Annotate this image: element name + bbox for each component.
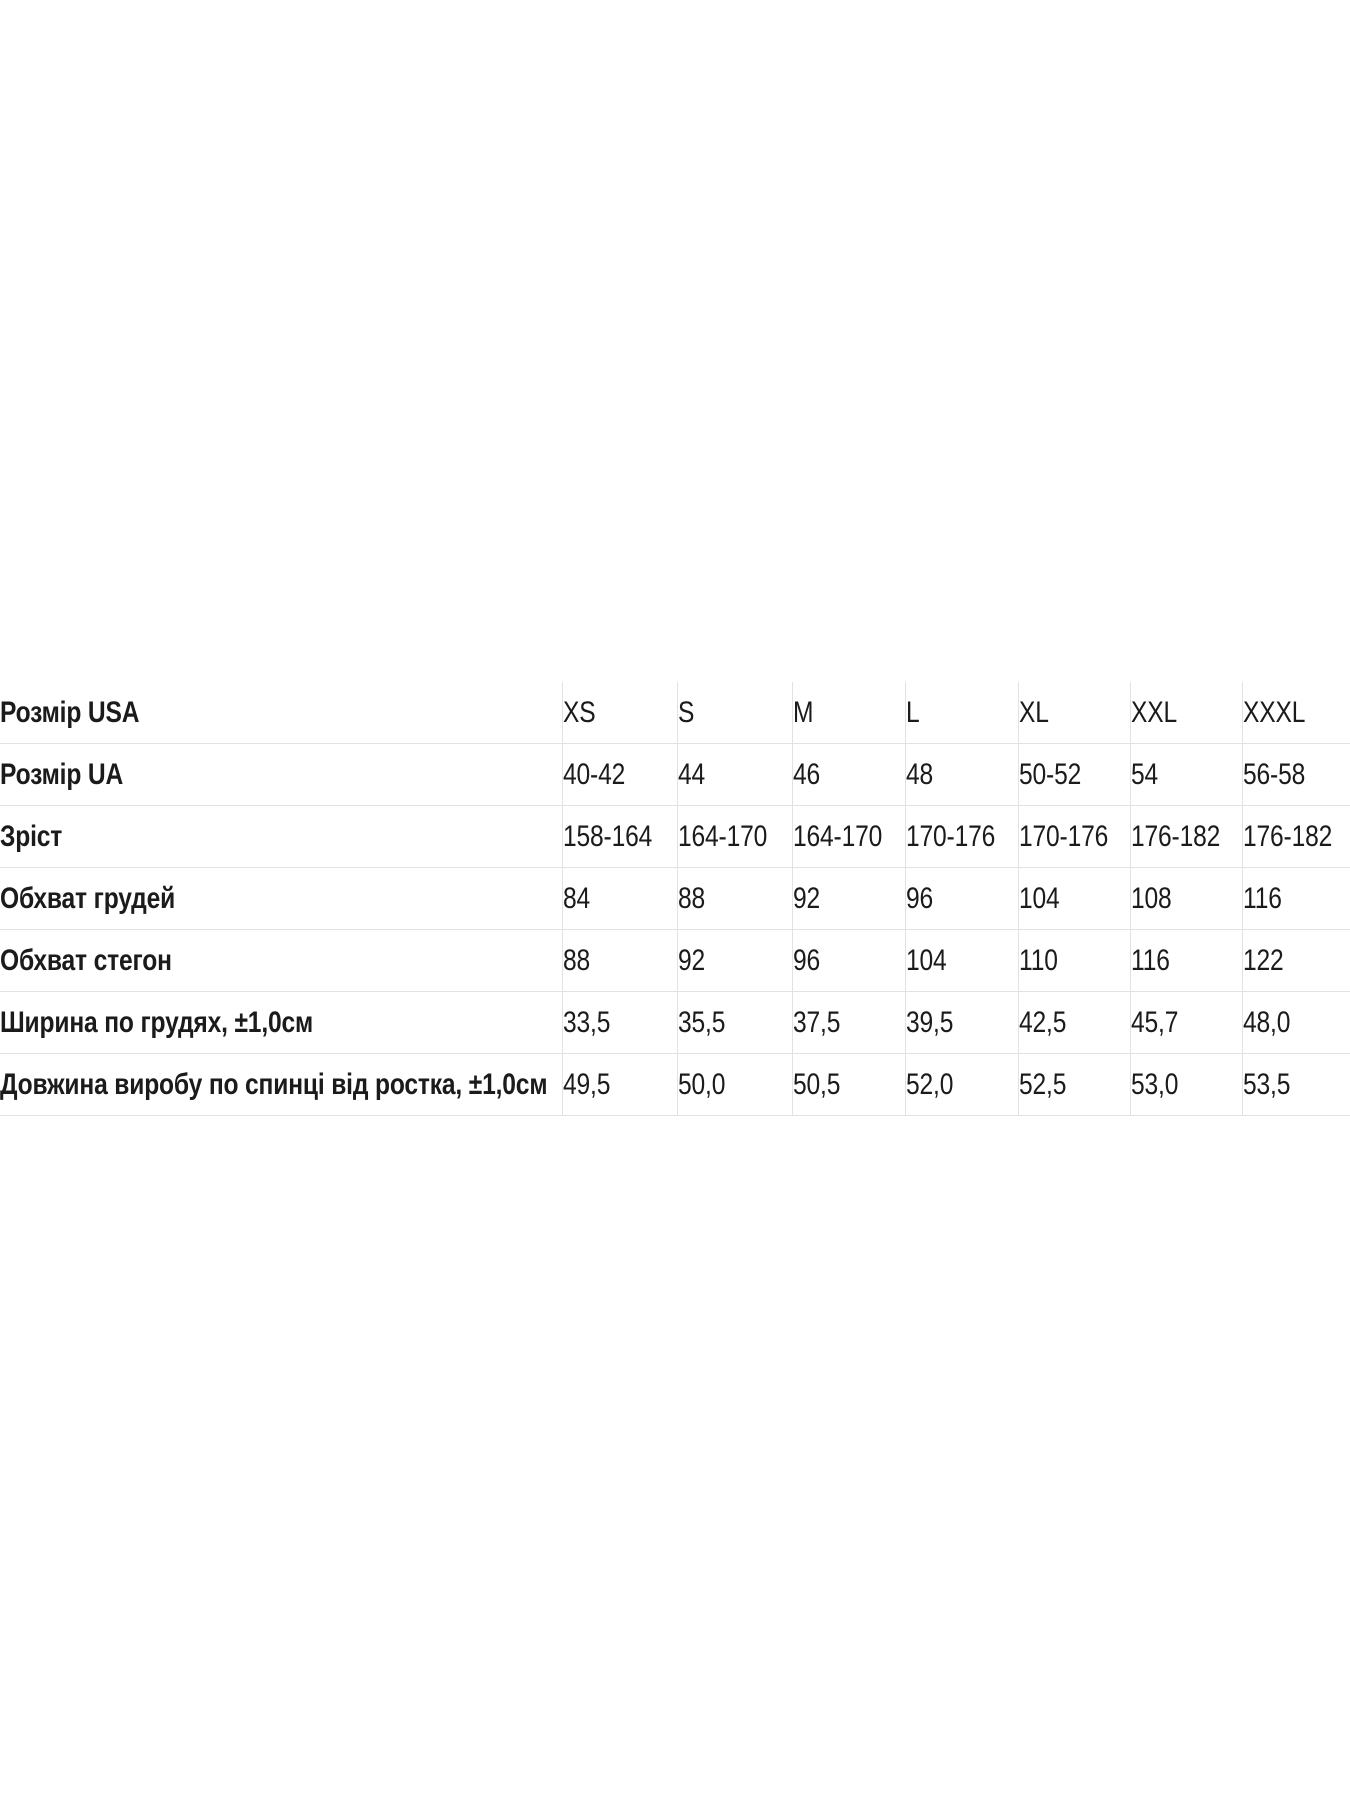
value-cell [905,806,1018,868]
row-label [0,930,562,992]
cell-value-text: 116 [1130,943,1170,977]
cell-value-text: 170-176 [1018,819,1108,853]
cell-value-text: 53,5 [1242,1067,1290,1101]
value-cell [1242,868,1350,930]
row-label [0,868,562,930]
cell-value-text: 50,5 [792,1067,840,1101]
cell-value-text: 176-182 [1130,819,1220,853]
value-cell [562,992,677,1054]
value-cell [1242,992,1350,1054]
value-cell [677,744,792,806]
value-cell [792,744,905,806]
cell-value-text: 96 [905,881,933,915]
value-cell [1242,682,1350,744]
value-cell [677,1054,792,1116]
cell-value-text: 164-170 [677,819,767,853]
row-label [0,992,562,1054]
cell-value-text: 48 [905,757,933,791]
row-label-text: Розмір UA [0,757,124,791]
value-cell [1018,930,1130,992]
cell-value-text: 158-164 [562,819,652,853]
cell-value-text: 49,5 [562,1067,610,1101]
cell-value-text: 176-182 [1242,819,1332,853]
cell-value-text: 116 [1242,881,1282,915]
cell-value-text: S [677,695,694,729]
value-cell [792,992,905,1054]
value-cell [905,992,1018,1054]
cell-value-text: 104 [1018,881,1060,915]
value-cell [792,1054,905,1116]
value-cell [905,1054,1018,1116]
cell-value-text: 92 [792,881,820,915]
value-cell [562,1054,677,1116]
value-cell [1018,1054,1130,1116]
value-cell [905,930,1018,992]
row-label [0,1054,562,1116]
cell-value-text: 96 [792,943,820,977]
table-row [0,1054,1350,1116]
cell-value-text: 53,0 [1130,1067,1178,1101]
row-label-text: Обхват грудей [0,881,176,915]
cell-value-text: 52,5 [1018,1067,1066,1101]
cell-value-text: 56-58 [1242,757,1305,791]
cell-value-text: 50-52 [1018,757,1081,791]
row-label-text: Розмір USA [0,695,140,729]
cell-value-text: 54 [1130,757,1158,791]
value-cell [1242,744,1350,806]
value-cell [562,806,677,868]
value-cell [677,868,792,930]
row-label-text: Ширина по грудях, ±1,0см [0,1005,314,1039]
value-cell [562,744,677,806]
value-cell [792,682,905,744]
table-row [0,992,1350,1054]
cell-value-text: XS [562,695,595,729]
value-cell [792,806,905,868]
cell-value-text: XXL [1130,695,1177,729]
value-cell [1018,744,1130,806]
value-cell [1130,682,1242,744]
value-cell [677,930,792,992]
value-cell [1242,1054,1350,1116]
cell-value-text: L [905,695,920,729]
table-row [0,806,1350,868]
value-cell [562,682,677,744]
cell-value-text: XL [1018,695,1049,729]
value-cell [1018,806,1130,868]
value-cell [1130,868,1242,930]
cell-value-text: 84 [562,881,590,915]
cell-value-text: 50,0 [677,1067,725,1101]
value-cell [905,744,1018,806]
row-label [0,682,562,744]
value-cell [1130,992,1242,1054]
cell-value-text: 110 [1018,943,1058,977]
value-cell [1130,744,1242,806]
value-cell [562,868,677,930]
table-row [0,682,1350,744]
cell-value-text: 39,5 [905,1005,953,1039]
cell-value-text: 52,0 [905,1067,953,1101]
value-cell [905,682,1018,744]
cell-value-text: 104 [905,943,947,977]
cell-value-text: 35,5 [677,1005,725,1039]
value-cell [677,992,792,1054]
value-cell [905,868,1018,930]
size-chart-tbody [0,682,1350,1116]
table-row [0,744,1350,806]
cell-value-text: XXXL [1242,695,1305,729]
cell-value-text: 88 [562,943,590,977]
row-label-text: Довжина виробу по спинці від ростка, ±1,0см [0,1067,548,1101]
value-cell [1130,930,1242,992]
cell-value-text: 37,5 [792,1005,840,1039]
value-cell [1018,682,1130,744]
row-label [0,806,562,868]
value-cell [677,806,792,868]
value-cell [1130,1054,1242,1116]
cell-value-text: 48,0 [1242,1005,1290,1039]
cell-value-text: 46 [792,757,820,791]
value-cell [1018,868,1130,930]
value-cell [562,930,677,992]
cell-value-text: 44 [677,757,705,791]
value-cell [677,682,792,744]
table-row [0,868,1350,930]
cell-value-text: 45,7 [1130,1005,1178,1039]
row-label-text: Обхват стегон [0,943,172,977]
value-cell [792,868,905,930]
row-label-text: Зріст [0,819,63,853]
value-cell [1242,806,1350,868]
cell-value-text: 164-170 [792,819,882,853]
cell-value-text: 88 [677,881,705,915]
row-label [0,744,562,806]
cell-value-text: 33,5 [562,1005,610,1039]
value-cell [1242,930,1350,992]
cell-value-text: 108 [1130,881,1172,915]
value-cell [792,930,905,992]
cell-value-text: 170-176 [905,819,995,853]
size-chart-table [0,682,1350,1116]
value-cell [1130,806,1242,868]
cell-value-text: 92 [677,943,705,977]
cell-value-text: 42,5 [1018,1005,1066,1039]
value-cell [1018,992,1130,1054]
cell-value-text: M [792,695,813,729]
cell-value-text: 122 [1242,943,1284,977]
table-row [0,930,1350,992]
cell-value-text: 40-42 [562,757,625,791]
